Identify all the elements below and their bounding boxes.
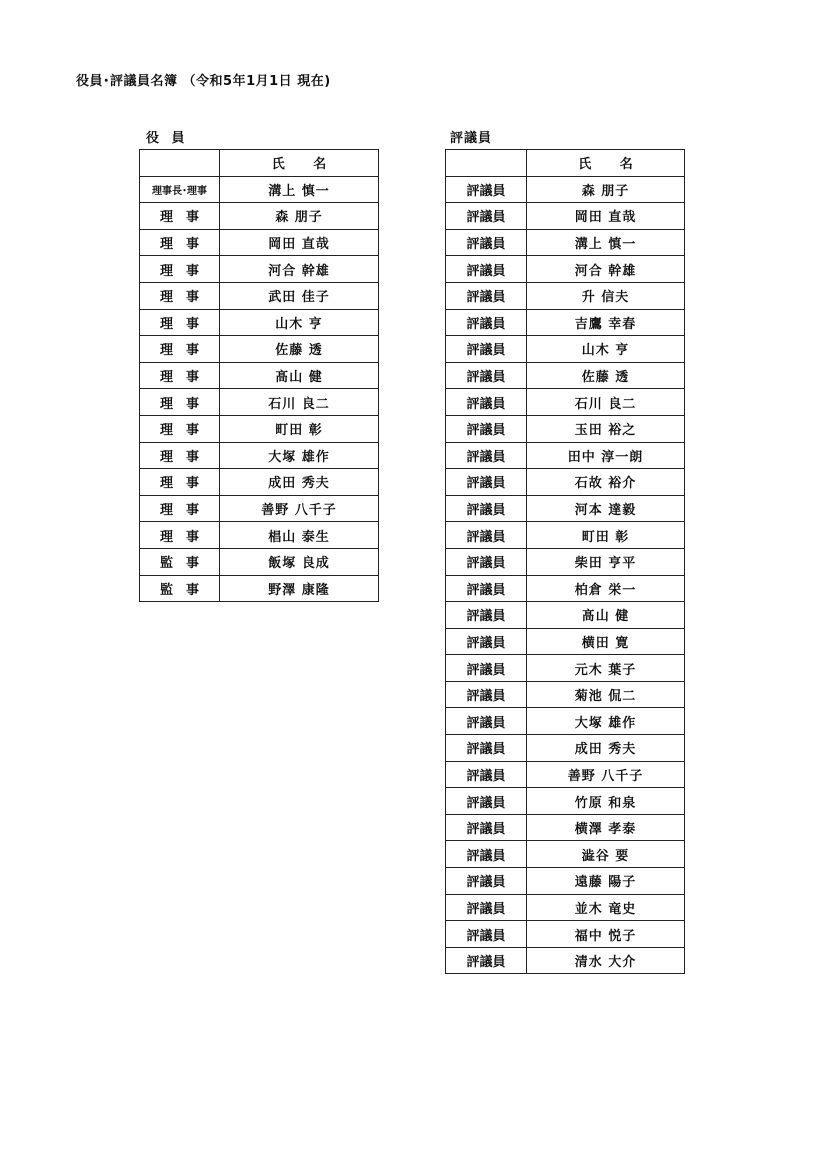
councilor-role-cell: 評議員 [446,575,527,602]
councilor-name-cell: 佐藤 透 [527,362,685,389]
councilor-role-cell: 評議員 [446,894,527,921]
councilor-row [446,469,685,496]
officer-name-cell: 森 朋子 [220,203,379,230]
officer-name-cell: 飯塚 良成 [220,548,379,575]
councilor-row [446,788,685,815]
councilor-role-cell: 評議員 [446,947,527,974]
officer-row [140,309,379,336]
councilor-name-cell: 大塚 雄作 [527,708,685,735]
councilor-row [446,336,685,363]
councilor-name-cell: 森 朋子 [527,176,685,203]
councilor-row [446,761,685,788]
officer-name-cell: 石川 良二 [220,389,379,416]
councilor-name-cell: 竹原 和泉 [527,788,685,815]
councilor-name-cell: 横田 寛 [527,628,685,655]
councilor-row [446,681,685,708]
councilor-row [446,868,685,895]
councilor-role-cell: 評議員 [446,229,527,256]
officer-name-cell: 佐藤 透 [220,336,379,363]
officers-body [140,176,379,602]
councilors-section-label: 評議員 [450,131,493,146]
councilor-row [446,362,685,389]
councilor-row [446,256,685,283]
councilor-role-cell: 評議員 [446,868,527,895]
councilor-name-cell: 升 信夫 [527,282,685,309]
councilor-role-cell: 評議員 [446,548,527,575]
officer-row [140,415,379,442]
officer-role-cell: 理 事 [140,229,220,256]
councilor-row [446,495,685,522]
councilor-role-cell: 評議員 [446,495,527,522]
councilors-body [446,176,685,974]
officer-role-cell: 理 事 [140,389,220,416]
councilors-name-header: 氏 名 [527,150,685,177]
councilor-role-cell: 評議員 [446,761,527,788]
councilor-role-cell: 評議員 [446,309,527,336]
councilor-name-cell: 河本 達毅 [527,495,685,522]
councilor-role-cell: 評議員 [446,256,527,283]
councilor-role-cell: 評議員 [446,708,527,735]
councilor-row [446,921,685,948]
councilor-row [446,735,685,762]
councilor-name-cell: 岡田 直哉 [527,203,685,230]
officer-role-cell: 監 事 [140,575,220,602]
councilor-row [446,176,685,203]
councilor-role-cell: 評議員 [446,389,527,416]
councilor-name-cell: 並木 竜史 [527,894,685,921]
officer-row [140,256,379,283]
councilor-name-cell: 玉田 裕之 [527,415,685,442]
councilor-name-cell: 横澤 孝泰 [527,814,685,841]
councilor-name-cell: 山木 亨 [527,336,685,363]
councilor-role-cell: 評議員 [446,841,527,868]
officer-name-cell: 成田 秀夫 [220,469,379,496]
councilor-row [446,282,685,309]
councilor-row [446,522,685,549]
councilor-role-cell: 評議員 [446,336,527,363]
councilor-role-cell: 評議員 [446,282,527,309]
councilor-row [446,548,685,575]
officer-role-cell: 理 事 [140,203,220,230]
officer-row [140,176,379,203]
councilor-row [446,655,685,682]
councilor-row [446,947,685,974]
officer-name-cell: 野澤 康隆 [220,575,379,602]
councilor-role-cell: 評議員 [446,415,527,442]
councilor-role-cell: 評議員 [446,362,527,389]
officers-section-label: 役 員 [146,131,189,146]
councilor-name-cell: 柴田 亨平 [527,548,685,575]
councilor-name-cell: 石故 裕介 [527,469,685,496]
councilors-role-header [446,150,527,177]
councilor-row [446,628,685,655]
officer-role-cell: 理 事 [140,522,220,549]
councilor-name-cell: 柏倉 栄一 [527,575,685,602]
officer-row [140,522,379,549]
councilor-role-cell: 評議員 [446,788,527,815]
councilor-role-cell: 評議員 [446,176,527,203]
page-title: 役員･評議員名簿 （令和5年1月1日 現在) [76,74,331,89]
councilor-role-cell: 評議員 [446,442,527,469]
officer-name-cell: 溝上 慎一 [220,176,379,203]
officer-role-cell: 理事長･理事 [140,176,220,203]
councilor-name-cell: 福中 悦子 [527,921,685,948]
councilor-role-cell: 評議員 [446,469,527,496]
officer-role-cell: 監 事 [140,548,220,575]
officer-role-cell: 理 事 [140,469,220,496]
councilor-row [446,229,685,256]
officer-role-cell: 理 事 [140,256,220,283]
officer-role-cell: 理 事 [140,309,220,336]
officer-name-cell: 武田 佳子 [220,282,379,309]
officer-row [140,469,379,496]
officer-row [140,336,379,363]
officer-role-cell: 理 事 [140,442,220,469]
officer-name-cell: 髙山 健 [220,362,379,389]
councilor-role-cell: 評議員 [446,522,527,549]
councilor-row [446,894,685,921]
councilor-name-cell: 澁谷 要 [527,841,685,868]
officers-role-header [140,150,220,177]
councilor-role-cell: 評議員 [446,655,527,682]
councilor-row [446,602,685,629]
councilor-name-cell: 成田 秀夫 [527,735,685,762]
officer-role-cell: 理 事 [140,495,220,522]
officer-role-cell: 理 事 [140,336,220,363]
councilor-name-cell: 町田 彰 [527,522,685,549]
officer-name-cell: 町田 彰 [220,415,379,442]
officers-table [139,149,379,602]
councilor-name-cell: 遠藤 陽子 [527,868,685,895]
officer-row [140,575,379,602]
councilor-role-cell: 評議員 [446,735,527,762]
councilor-name-cell: 河合 幹雄 [527,256,685,283]
councilor-row [446,442,685,469]
councilor-name-cell: 清水 大介 [527,947,685,974]
councilor-role-cell: 評議員 [446,203,527,230]
officer-row [140,442,379,469]
councilor-role-cell: 評議員 [446,814,527,841]
councilor-row [446,575,685,602]
councilor-row [446,708,685,735]
officer-row [140,548,379,575]
councilor-name-cell: 溝上 慎一 [527,229,685,256]
councilor-role-cell: 評議員 [446,681,527,708]
officers-header-row [140,150,379,177]
officer-row [140,282,379,309]
officer-row [140,203,379,230]
councilor-role-cell: 評議員 [446,921,527,948]
councilor-name-cell: 田中 淳一朗 [527,442,685,469]
officer-name-cell: 椙山 泰生 [220,522,379,549]
councilor-row [446,841,685,868]
councilor-name-cell: 菊池 侃二 [527,681,685,708]
councilors-header-row [446,150,685,177]
councilor-role-cell: 評議員 [446,602,527,629]
councilor-name-cell: 髙山 健 [527,602,685,629]
officer-name-cell: 岡田 直哉 [220,229,379,256]
officer-row [140,362,379,389]
councilor-name-cell: 善野 八千子 [527,761,685,788]
officer-role-cell: 理 事 [140,362,220,389]
officer-name-cell: 善野 八千子 [220,495,379,522]
councilor-role-cell: 評議員 [446,628,527,655]
officer-role-cell: 理 事 [140,282,220,309]
officer-name-cell: 山木 亨 [220,309,379,336]
officer-name-cell: 大塚 雄作 [220,442,379,469]
officer-row [140,229,379,256]
officers-name-header: 氏 名 [220,150,379,177]
officer-row [140,495,379,522]
councilor-row [446,814,685,841]
councilor-name-cell: 石川 良二 [527,389,685,416]
councilor-row [446,203,685,230]
officer-row [140,389,379,416]
councilor-row [446,389,685,416]
councilor-name-cell: 吉鷹 幸春 [527,309,685,336]
councilor-row [446,415,685,442]
councilor-name-cell: 元木 葉子 [527,655,685,682]
officer-role-cell: 理 事 [140,415,220,442]
councilor-row [446,309,685,336]
councilors-table [445,149,685,974]
officer-name-cell: 河合 幹雄 [220,256,379,283]
